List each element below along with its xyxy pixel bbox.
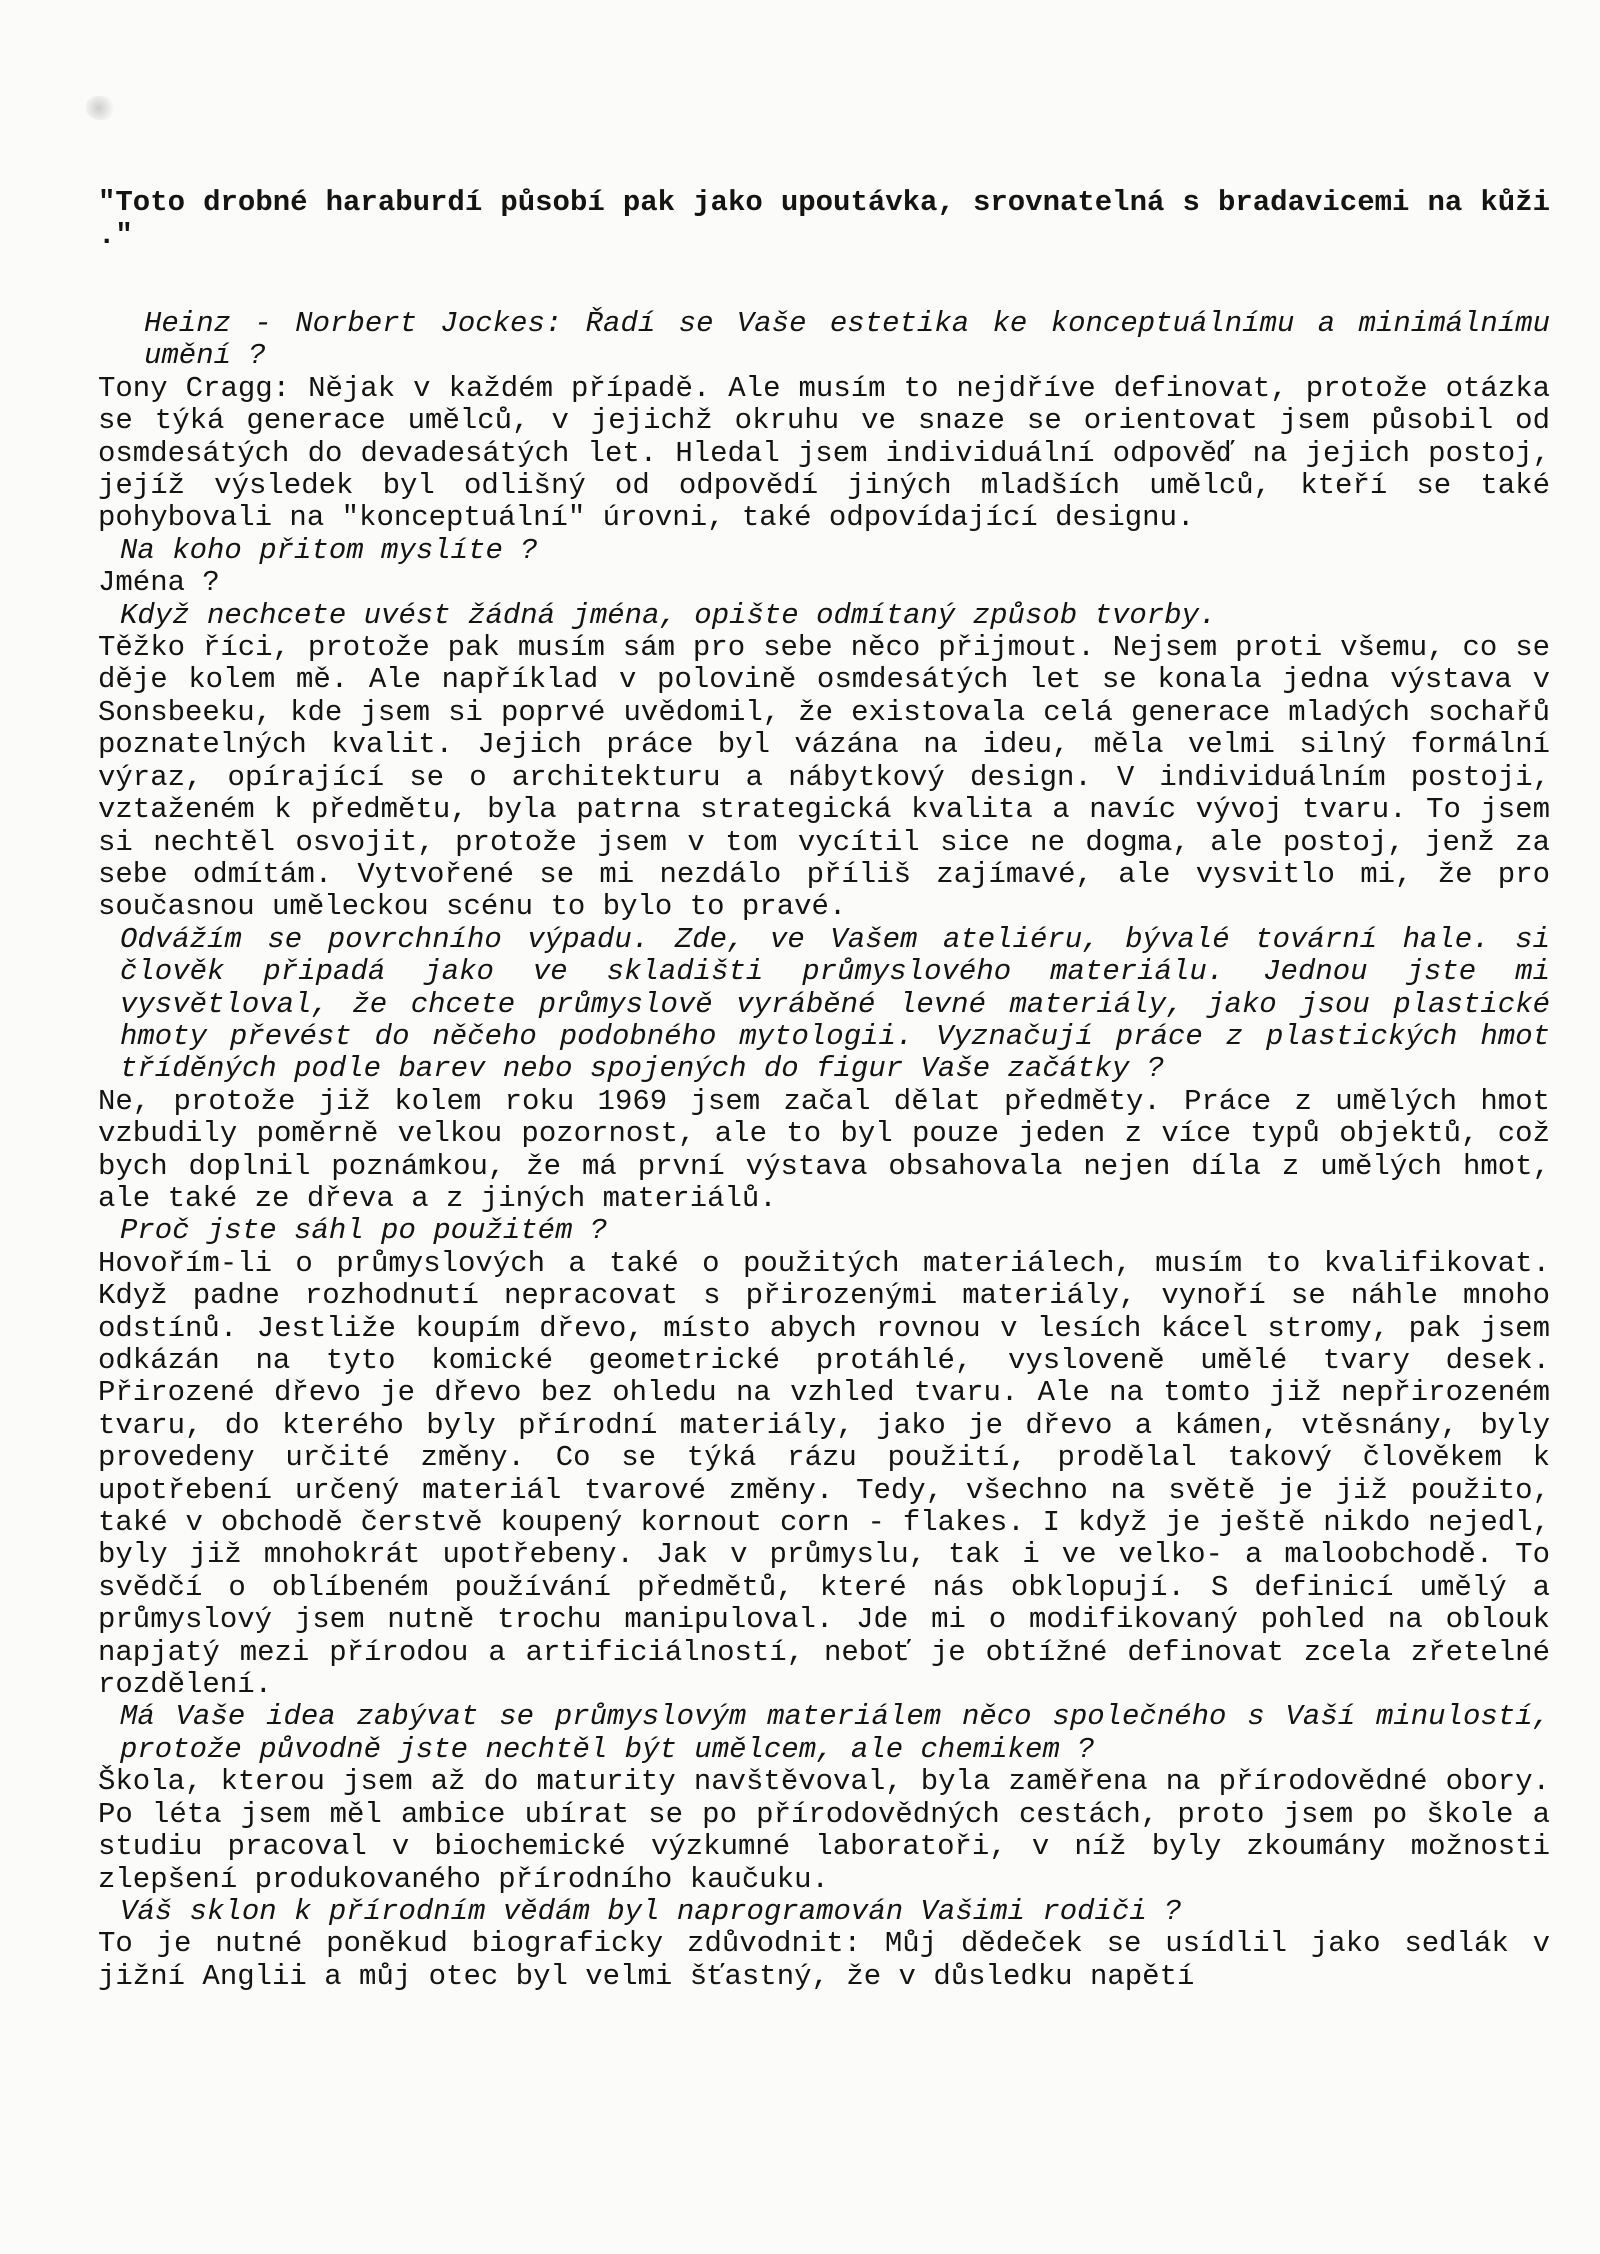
- document-page: [98, 186, 1550, 1993]
- answer-3: Těžko říci, protože pak musím sám pro sebe něco přijmout. Nejsem proti všemu, co se děje kolem mě. Ale například v polovině osmdesátých let se konala jedna výstava v Sonsbeeku, kde jsem si poprvé uvědomil, že existovala celá generace mladých sochařů poznatelných kvalit. Jejich práce byl vázána na ideu, měla velmi silný formální výraz, opírající se o architekturu a nábytkový design. V individuálním postoji, vztaženém k předmětu, byla patrna strategická kvalita a navíc vývoj tvaru. To jsem si nechtěl osvojit, protože jsem v tom vycítil sice ne dogma, ale postoj, jenž za sebe odmítám. Vytvořené se mi nezdálo příliš zajímavé, ale vysvitlo mi, že pro současnou uměleckou scénu to bylo to pravé.: [98, 631, 1550, 924]
- question-1: Heinz - Norbert Jockes: Řadí se Vaše estetika ke konceptuálnímu a minimálnímu umění ?: [144, 307, 1550, 373]
- page-smudge-mark: [86, 96, 118, 120]
- answer-1: Tony Cragg: Nějak v každém případě. Ale musím to nejdříve definovat, protože otázka se týká generace umělců, v jejichž okruhu ve snaze se orientovat jsem působil od osmdesátých do devadesátých let. Hledal jsem individuální odpověď na jejich postoj, jejíž výsledek byl odlišný od odpovědí jiných mladších umělců, kteří se také pohybovali na "konceptuální" úrovni, také odpovídající designu.: [98, 371, 1550, 535]
- question-6: Má Vaše idea zabývat se průmyslovým materiálem něco společného s Vaší minulostí, protože původně jste nechtěl být umělcem, ale chemikem ?: [120, 1700, 1550, 1766]
- answer-2: Jména ?: [98, 566, 220, 600]
- question-7: Váš sklon k přírodním vědám byl naprogramován Vašimi rodiči ?: [120, 1894, 1182, 1928]
- answer-7: To je nutné poněkud biograficky zdůvodnit: Můj dědeček se usídlil jako sedlák v jižní Anglii a můj otec byl velmi šťastný, že v důsledku napětí: [98, 1927, 1550, 1993]
- answer-4: Ne, protože již kolem roku 1969 jsem začal dělat předměty. Práce z umělých hmot vzbudily poměrně velkou pozornost, ale to byl pouze jeden z více typů objektů, což bych doplnil poznámkou, že má první výstava obsahovala nejen díla z umělých hmot, ale také ze dřeva a z jiných materiálů.: [98, 1084, 1550, 1215]
- question-2: Na koho přitom myslíte ?: [120, 533, 538, 567]
- answer-5: Hovořím-li o průmyslových a také o použitých materiálech, musím to kvalifikovat. Když padne rozhodnutí nepracovat s přirozenými materiály, vynoří se náhle mnoho odstínů. Jestliže koupím dřevo, místo abych rovnou v lesích kácel stromy, pak jsem odkázán na tyto komické geometrické protáhlé, vysloveně umělé tvary desek. Přirozené dřevo je dřevo bez ohledu na vzhled tvaru. Ale na tomto již nepřirozeném tvaru, do kterého byly přírodní materiály, jako je dřevo a kámen, vtěsnány, byly provedeny určité změny. Co se týká rázu použití, prodělal takový člověkem k upotřebení určený materiál tvarové změny. Tedy, všechno na světě je již použito, také v obchodě čerstvě koupený kornout corn - flakes. I když je ještě nikdo nejedl, byly již mnohokrát upotřebeny. Jak v průmyslu, tak i ve velko- a maloobchodě. To svědčí o oblíbeném používání předmětů, které nás obklopují. S definicí umělý a průmyslový jsem nutně trochu manipuloval. Jde mi o modifikovaný pohled na oblouk napjatý mezi přírodou a artificiálností, neboť je obtížné definovat zcela zřetelné rozdělení.: [98, 1246, 1550, 1702]
- answer-6: Škola, kterou jsem až do maturity navštěvoval, byla zaměřena na přírodovědné obory. Po léta jsem měl ambice ubírat se po přírodovědných cestách, proto jsem po škole a studiu pracoval v biochemické výzkumné laboratoři, v níž byly zkoumány možnosti zlepšení produkovaného přírodního kaučuku.: [98, 1765, 1550, 1896]
- question-3: Když nechcete uvést žádná jména, opište odmítaný způsob tvorby.: [120, 598, 1217, 632]
- article-title: "Toto drobné haraburdí působí pak jako upoutávka, srovnatelná s bradavicemi na kůži .": [98, 186, 1550, 252]
- question-4: Odvážím se povrchního výpadu. Zde, ve Vašem ateliéru, bývalé tovární hale. si člověk připadá jako ve skladišti průmyslového materiálu. Jednou jste mi vysvětloval, že chcete průmyslově vyráběné levné materiály, jako jsou plastické hmoty převést do něčeho podobného mytologii. Vyznačují práce z plastických hmot tříděných podle barev nebo spojených do figur Vaše začátky ?: [120, 922, 1550, 1086]
- question-5: Proč jste sáhl po použitém ?: [120, 1214, 608, 1248]
